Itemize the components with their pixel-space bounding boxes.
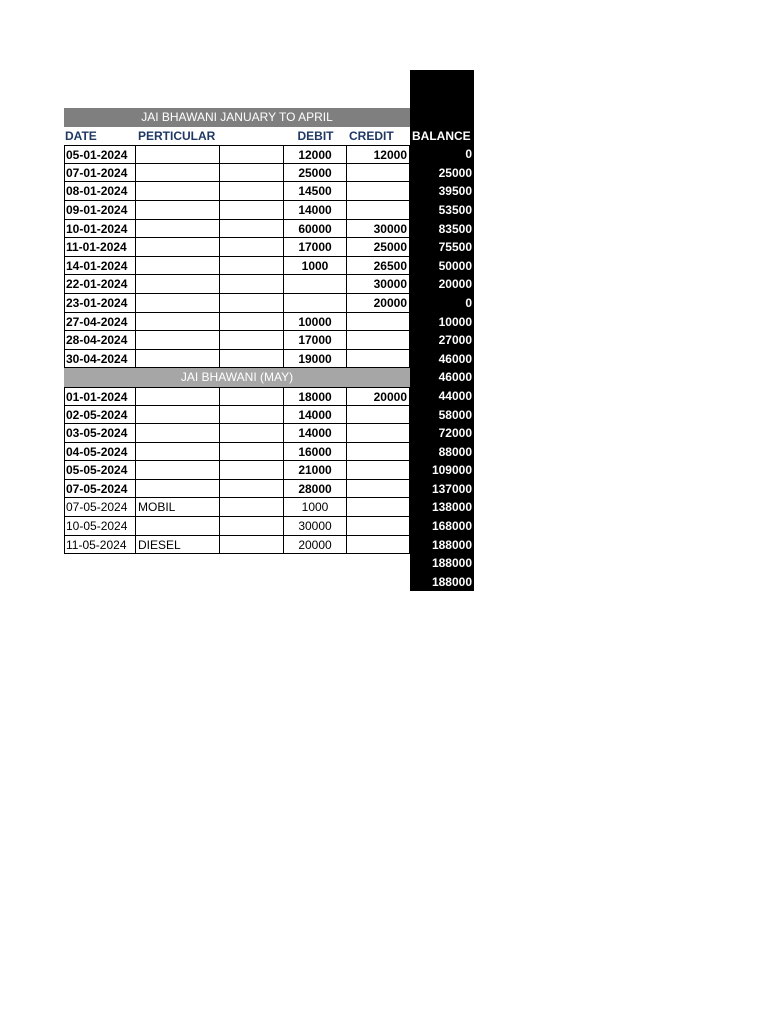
balance-cell[interactable]: 0: [410, 145, 474, 164]
particular-cell[interactable]: [136, 424, 220, 443]
balance-cell[interactable]: 46000: [410, 368, 474, 387]
credit-cell[interactable]: [347, 461, 410, 480]
particular-cell[interactable]: MOBIL: [136, 498, 220, 517]
credit-cell[interactable]: [347, 331, 410, 350]
balance-cell[interactable]: 20000: [410, 275, 474, 294]
particular-cell[interactable]: [136, 406, 220, 425]
blank-cell[interactable]: [220, 536, 284, 555]
table-row: [64, 257, 474, 276]
blank-cell[interactable]: [220, 480, 284, 499]
debit-cell[interactable]: 25000: [284, 164, 347, 183]
credit-cell[interactable]: [347, 498, 410, 517]
date-cell[interactable]: 30-04-2024: [64, 350, 136, 369]
balance-cell[interactable]: 53500: [410, 201, 474, 220]
date-cell[interactable]: 11-05-2024: [64, 536, 136, 555]
credit-cell[interactable]: [347, 350, 410, 369]
date-cell[interactable]: 05-01-2024: [64, 145, 136, 164]
table-row: [64, 331, 474, 350]
blank-cell[interactable]: [220, 182, 284, 201]
balance-cell[interactable]: 88000: [410, 443, 474, 462]
table-row: [64, 275, 474, 294]
debit-cell[interactable]: [284, 275, 347, 294]
credit-cell[interactable]: 20000: [347, 294, 410, 313]
header-debit[interactable]: DEBIT: [297, 128, 334, 143]
credit-cell[interactable]: 26500: [347, 257, 410, 276]
blank-cell[interactable]: [220, 313, 284, 332]
date-cell[interactable]: 09-01-2024: [64, 201, 136, 220]
particular-cell[interactable]: [136, 145, 220, 164]
blank-cell[interactable]: [220, 387, 284, 406]
date-cell[interactable]: 23-01-2024: [64, 294, 136, 313]
balance-cell[interactable]: 27000: [410, 331, 474, 350]
blank-cell[interactable]: [220, 201, 284, 220]
table-row: [64, 164, 474, 183]
debit-cell[interactable]: 14000: [284, 201, 347, 220]
header-blank[interactable]: [220, 127, 284, 146]
blank-cell[interactable]: [220, 443, 284, 462]
date-cell[interactable]: 07-05-2024: [64, 480, 136, 499]
debit-cell[interactable]: 60000: [284, 220, 347, 239]
credit-cell[interactable]: [347, 313, 410, 332]
particular-cell[interactable]: [136, 480, 220, 499]
table-row: [64, 350, 474, 369]
date-cell[interactable]: 01-01-2024: [64, 387, 136, 406]
balance-cell[interactable]: 168000: [410, 517, 474, 536]
debit-cell[interactable]: [284, 294, 347, 313]
header-particular[interactable]: PERTICULAR: [138, 128, 216, 143]
date-cell[interactable]: 10-05-2024: [64, 517, 136, 536]
blank-cell[interactable]: [220, 257, 284, 276]
particular-cell[interactable]: [136, 164, 220, 183]
credit-cell[interactable]: 30000: [347, 275, 410, 294]
credit-cell[interactable]: 30000: [347, 220, 410, 239]
table-row: [64, 517, 474, 536]
table-row: [64, 201, 474, 220]
header-balance[interactable]: BALANCE: [410, 127, 474, 146]
debit-cell[interactable]: 19000: [284, 350, 347, 369]
trailing-row: [64, 573, 474, 592]
particular-cell[interactable]: [136, 517, 220, 536]
blank-cell[interactable]: [220, 220, 284, 239]
debit-cell[interactable]: 17000: [284, 238, 347, 257]
date-cell[interactable]: 11-01-2024: [64, 238, 136, 257]
particular-cell[interactable]: [136, 182, 220, 201]
balance-cell[interactable]: 75500: [410, 238, 474, 257]
credit-cell[interactable]: [347, 424, 410, 443]
debit-cell[interactable]: 17000: [284, 331, 347, 350]
particular-cell[interactable]: [136, 238, 220, 257]
credit-cell[interactable]: 25000: [347, 238, 410, 257]
particular-cell[interactable]: DIESEL: [136, 536, 220, 555]
debit-cell[interactable]: 14500: [284, 182, 347, 201]
date-cell[interactable]: 10-01-2024: [64, 220, 136, 239]
blank-cell[interactable]: [220, 424, 284, 443]
table-row: [64, 480, 474, 499]
balance-cell[interactable]: 72000: [410, 424, 474, 443]
credit-cell[interactable]: [347, 480, 410, 499]
particular-cell[interactable]: [136, 461, 220, 480]
section-may: [64, 387, 474, 554]
table-row: [64, 498, 474, 517]
debit-cell[interactable]: 1000: [284, 257, 347, 276]
balance-cell[interactable]: 10000: [410, 313, 474, 332]
particular-cell[interactable]: [136, 443, 220, 462]
balance-cell[interactable]: 138000: [410, 498, 474, 517]
balance-cell[interactable]: 109000: [410, 461, 474, 480]
header-row: [64, 127, 474, 146]
date-cell[interactable]: 08-01-2024: [64, 182, 136, 201]
debit-cell[interactable]: 1000: [284, 498, 347, 517]
debit-cell[interactable]: 14000: [284, 424, 347, 443]
table-row: [64, 313, 474, 332]
date-cell[interactable]: 04-05-2024: [64, 443, 136, 462]
blank-cell[interactable]: [220, 164, 284, 183]
blank-cell[interactable]: [220, 294, 284, 313]
balance-cell[interactable]: 83500: [410, 220, 474, 239]
table-row: [64, 294, 474, 313]
debit-cell[interactable]: 28000: [284, 480, 347, 499]
credit-cell[interactable]: [347, 536, 410, 555]
balance-cell[interactable]: 188000: [410, 573, 474, 592]
debit-cell[interactable]: 10000: [284, 313, 347, 332]
blank-cell[interactable]: [220, 145, 284, 164]
blank-cell[interactable]: [220, 461, 284, 480]
credit-cell[interactable]: [347, 164, 410, 183]
title-row-may: [64, 368, 474, 387]
date-cell[interactable]: 03-05-2024: [64, 424, 136, 443]
ledger-sheet: [64, 70, 474, 591]
debit-cell[interactable]: 14000: [284, 406, 347, 425]
blank-top-row: [64, 70, 474, 108]
blank-cell[interactable]: [220, 331, 284, 350]
balance-cell[interactable]: 0: [410, 294, 474, 313]
credit-cell[interactable]: [347, 201, 410, 220]
trailing-row: [64, 554, 474, 573]
debit-cell[interactable]: 21000: [284, 461, 347, 480]
date-cell[interactable]: 14-01-2024: [64, 257, 136, 276]
blank-cell[interactable]: [220, 275, 284, 294]
particular-cell[interactable]: [136, 257, 220, 276]
date-cell[interactable]: 27-04-2024: [64, 313, 136, 332]
table-row: [64, 443, 474, 462]
balance-cell[interactable]: [410, 70, 474, 108]
balance-cell[interactable]: 50000: [410, 257, 474, 276]
debit-cell[interactable]: 20000: [284, 536, 347, 555]
table-row: [64, 461, 474, 480]
blank-cell[interactable]: [220, 350, 284, 369]
header-date[interactable]: DATE: [65, 128, 97, 143]
credit-cell[interactable]: [347, 406, 410, 425]
balance-cell[interactable]: 46000: [410, 350, 474, 369]
balance-cell[interactable]: 188000: [410, 554, 474, 573]
credit-cell[interactable]: 12000: [347, 145, 410, 164]
debit-cell[interactable]: 30000: [284, 517, 347, 536]
table-row: [64, 182, 474, 201]
header-credit[interactable]: CREDIT: [349, 128, 394, 143]
credit-cell[interactable]: 20000: [347, 387, 410, 406]
table-row: [64, 536, 474, 555]
balance-cell[interactable]: 25000: [410, 164, 474, 183]
balance-cell[interactable]: 137000: [410, 480, 474, 499]
date-cell[interactable]: 07-05-2024: [64, 498, 136, 517]
debit-cell[interactable]: 12000: [284, 145, 347, 164]
title-row-jan-apr: [64, 108, 474, 127]
date-cell[interactable]: 22-01-2024: [64, 275, 136, 294]
section-title-may[interactable]: JAI BHAWANI (MAY): [64, 368, 410, 387]
date-cell[interactable]: 07-01-2024: [64, 164, 136, 183]
sheet-title[interactable]: JAI BHAWANI JANUARY TO APRIL: [64, 108, 410, 127]
debit-cell[interactable]: 18000: [284, 387, 347, 406]
particular-cell[interactable]: [136, 201, 220, 220]
balance-cell[interactable]: [410, 108, 474, 127]
particular-cell[interactable]: [136, 350, 220, 369]
particular-cell[interactable]: [136, 387, 220, 406]
table-row: [64, 238, 474, 257]
section-jan-apr: [64, 145, 474, 368]
balance-cell[interactable]: 58000: [410, 406, 474, 425]
blank-cell[interactable]: [220, 238, 284, 257]
particular-cell[interactable]: [136, 294, 220, 313]
blank-cell[interactable]: [220, 517, 284, 536]
table-row: [64, 145, 474, 164]
table-row: [64, 220, 474, 239]
blank-cell[interactable]: [220, 406, 284, 425]
table-row: [64, 406, 474, 425]
particular-cell[interactable]: [136, 275, 220, 294]
balance-cell[interactable]: 39500: [410, 182, 474, 201]
debit-cell[interactable]: 16000: [284, 443, 347, 462]
blank-cell[interactable]: [220, 498, 284, 517]
date-cell[interactable]: 02-05-2024: [64, 406, 136, 425]
date-cell[interactable]: 28-04-2024: [64, 331, 136, 350]
credit-cell[interactable]: [347, 443, 410, 462]
balance-cell[interactable]: 44000: [410, 387, 474, 406]
trailing-balances: [64, 554, 474, 591]
credit-cell[interactable]: [347, 517, 410, 536]
table-row: [64, 424, 474, 443]
particular-cell[interactable]: [136, 331, 220, 350]
date-cell[interactable]: 05-05-2024: [64, 461, 136, 480]
table-row: [64, 387, 474, 406]
particular-cell[interactable]: [136, 220, 220, 239]
credit-cell[interactable]: [347, 182, 410, 201]
particular-cell[interactable]: [136, 313, 220, 332]
balance-cell[interactable]: 188000: [410, 536, 474, 555]
